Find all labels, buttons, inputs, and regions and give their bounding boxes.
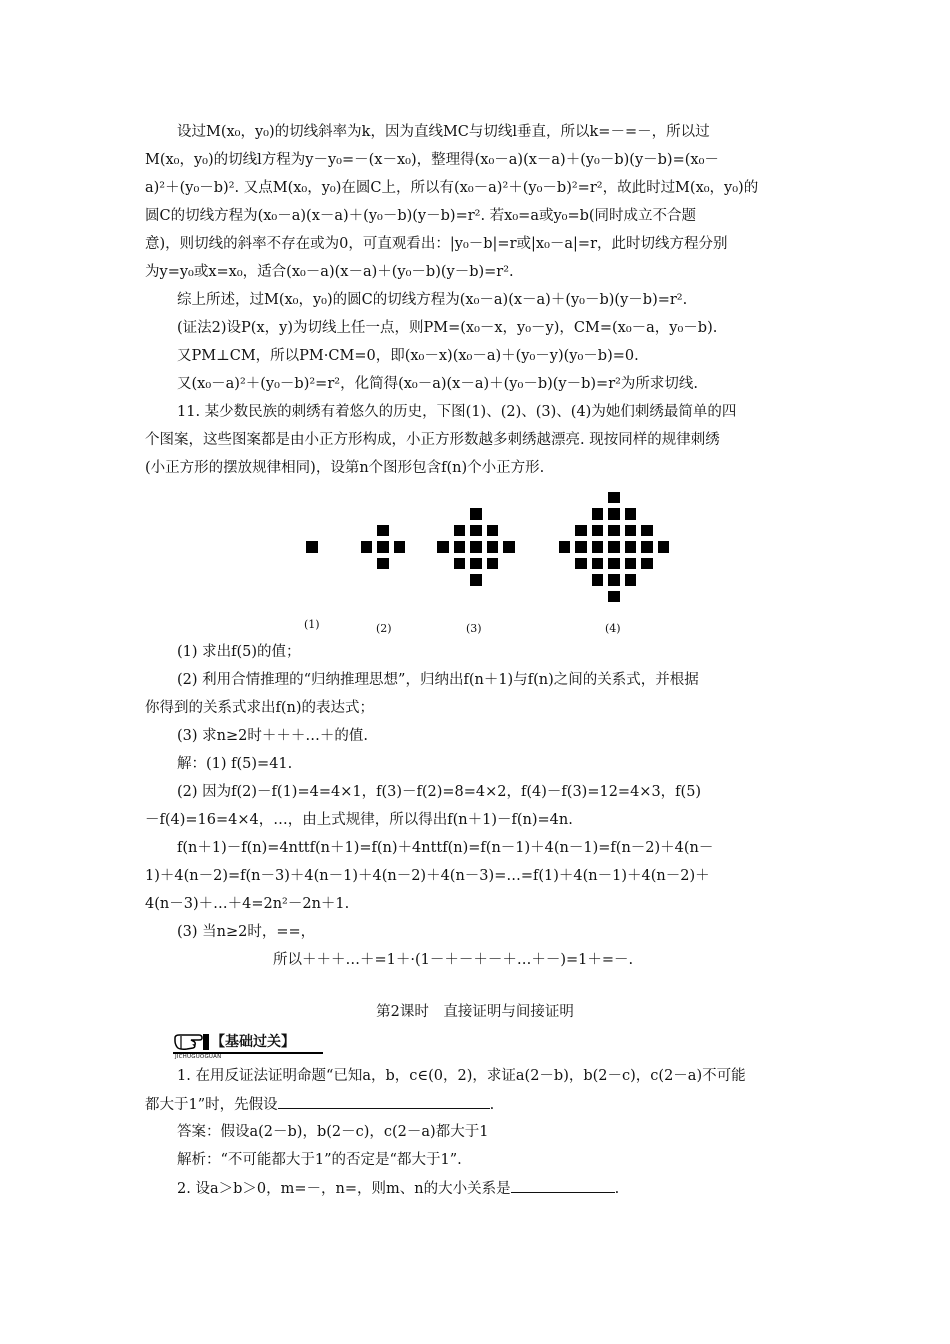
text-line xyxy=(145,1094,805,1115)
pattern-square xyxy=(608,492,620,504)
pattern-square xyxy=(608,508,620,520)
text-line: (1) 求出f(5)的值； xyxy=(177,644,301,660)
pattern-square xyxy=(470,508,482,520)
pattern-square xyxy=(454,541,466,553)
text-line: 你得到的关系式求出f(n)的表达式； xyxy=(145,700,375,716)
text-line: a)²＋(y₀－b)². 又点M(x₀，y₀)在圆C上，所以有(x₀－a)²＋(y₀－b)²=r²，故此时过M(x₀，y₀)的 xyxy=(145,180,759,196)
text-line: 综上所述，过M(x₀，y₀)的圆C的切线方程为(x₀－a)(x－a)＋(y₀－b)(y－b)=r². xyxy=(177,292,688,308)
text-line: (2) 利用合情推理的“归纳推理思想”，归纳出f(n＋1)与f(n)之间的关系式，并根据 xyxy=(177,672,699,688)
pattern-square xyxy=(658,541,670,553)
answer-text: 答案：假设a(2－b)，b(2－c)，c(2－a)都大于1 xyxy=(177,1124,489,1140)
pattern-square xyxy=(592,525,604,537)
figure-caption: (3) xyxy=(466,622,482,635)
pattern-square xyxy=(608,574,620,586)
pattern-square xyxy=(377,558,389,570)
pattern-square xyxy=(592,574,604,586)
pattern-square xyxy=(625,558,637,570)
explanation-text: 解析：“不可能都大于1”的否定是“都大于1”. xyxy=(177,1152,462,1168)
pattern-square xyxy=(608,591,620,603)
pattern-square xyxy=(625,525,637,537)
pattern-square xyxy=(487,558,499,570)
pattern-square xyxy=(470,558,482,570)
pattern-square xyxy=(454,558,466,570)
pattern-square xyxy=(641,558,653,570)
text-line: 所以＋＋＋…＋=1＋·(1－＋－＋－＋…＋－)=1＋=－. xyxy=(273,952,634,968)
text-line: (2) 因为f(2)－f(1)=4=4×1，f(3)－f(2)=8=4×2，f(4)－f(3)=12=4×3，f(5) xyxy=(177,784,702,800)
pattern-square xyxy=(470,574,482,586)
pattern-square xyxy=(503,541,515,553)
text-line: 圆C的切线方程为(x₀－a)(x－a)＋(y₀－b)(y－b)=r². 若x₀=a或y₀=b(同时成立不合题 xyxy=(145,208,697,224)
text-line: 设过M(x₀，y₀)的切线斜率为k，因为直线MC与切线l垂直，所以k=－=－，所以过 xyxy=(177,124,710,140)
question-11-text: 11. 某少数民族的刺绣有着悠久的历史，下图(1)、(2)、(3)、(4)为她们刺绣最简单的四 xyxy=(177,404,737,420)
pattern-square xyxy=(608,541,620,553)
figure-caption: (1) xyxy=(304,618,320,631)
pattern-square xyxy=(641,525,653,537)
text-line: 又(x₀－a)²＋(y₀－b)²=r²，化简得(x₀－a)(x－a)＋(y₀－b)(y－b)=r²为所求切线. xyxy=(177,376,699,392)
question-1-continuation: 都大于1”时，先假设 xyxy=(145,1097,278,1113)
text-line: (3) 求n≥2时＋＋＋…＋的值. xyxy=(177,728,368,744)
pattern-square xyxy=(361,541,373,553)
section-badge xyxy=(173,1032,323,1060)
pattern-square xyxy=(625,541,637,553)
pattern-square xyxy=(306,541,318,553)
pattern-square xyxy=(575,525,587,537)
text-period: . xyxy=(614,1181,620,1197)
pattern-square xyxy=(575,558,587,570)
text-line: (证法2)设P(x，y)为切线上任一点，则PM=(x₀－x，y₀－y)，CM=(x₀－a，y₀－b). xyxy=(177,320,718,336)
answer-blank xyxy=(511,1178,615,1193)
text-line: 解：(1) f(5)=41. xyxy=(177,756,293,772)
pattern-square xyxy=(470,541,482,553)
pattern-square xyxy=(437,541,449,553)
pattern-square xyxy=(625,574,637,586)
pattern-square xyxy=(377,541,389,553)
question-2-text: 2. 设a＞b＞0，m=－，n=，则m、n的大小关系是 xyxy=(177,1181,511,1197)
pointing-hand-icon xyxy=(173,1032,211,1052)
pattern-square xyxy=(592,558,604,570)
text-line: (小正方形的摆放规律相同)，设第n个图形包含f(n)个小正方形. xyxy=(145,460,545,476)
pattern-square xyxy=(592,541,604,553)
pattern-square xyxy=(377,525,389,537)
pattern-square xyxy=(608,558,620,570)
pattern-square xyxy=(575,541,587,553)
text-line: 为y=y₀或x=x₀，适合(x₀－a)(x－a)＋(y₀－b)(y－b)=r². xyxy=(145,264,514,280)
figure-caption: (4) xyxy=(605,622,621,635)
text-line: 个图案，这些图案都是由小正方形构成，小正方形数越多刺绣越漂亮. 现按同样的规律刺绣 xyxy=(145,432,720,448)
answer-blank xyxy=(278,1094,490,1109)
text-line: 意)，则切线的斜率不存在或为0，可直观看出：|y₀－b|=r或|x₀－a|=r，此时切线方程分别 xyxy=(145,236,728,252)
pattern-square xyxy=(625,508,637,520)
text-line: 又PM⊥CM，所以PM·CM=0，即(x₀－x)(x₀－a)＋(y₀－y)(y₀－b)=0. xyxy=(177,348,639,364)
pattern-square xyxy=(487,525,499,537)
pattern-square xyxy=(394,541,406,553)
section-title: 第2课时 直接证明与间接证明 xyxy=(376,1004,574,1020)
pattern-square xyxy=(487,541,499,553)
pattern-square xyxy=(454,525,466,537)
pattern-square xyxy=(641,541,653,553)
text-line: M(x₀，y₀)的切线l方程为y－y₀=－(x－x₀)，整理得(x₀－a)(x－a)＋(y₀－b)(y－b)=(x₀－ xyxy=(145,152,719,168)
text-line: 1)＋4(n－2)=f(n－3)＋4(n－1)＋4(n－2)＋4(n－3)=…=f(1)＋4(n－1)＋4(n－2)＋ xyxy=(145,868,710,884)
pattern-square xyxy=(559,541,571,553)
pattern-square xyxy=(608,525,620,537)
text-line xyxy=(177,1178,805,1199)
text-line: f(n＋1)－f(n)=4nttf(n＋1)=f(n)＋4nttf(n)=f(n－1)＋4(n－1)=f(n－2)＋4(n－ xyxy=(177,840,714,856)
badge-label: 【基础过关】 xyxy=(211,1034,295,1050)
text-period: . xyxy=(489,1097,495,1113)
text-line: 4(n－3)＋…＋4=2n²－2n＋1. xyxy=(145,896,350,912)
figure-caption: (2) xyxy=(376,622,392,635)
pattern-square xyxy=(470,525,482,537)
badge-pinyin: JICHUGUOGUAN xyxy=(175,1054,222,1060)
text-line: (3) 当n≥2时，==， xyxy=(177,924,316,940)
pattern-square xyxy=(592,508,604,520)
question-1-text: 1. 在用反证法证明命题“已知a，b，c∈(0，2)，求证a(2－b)，b(2－c)，c(2－a)不可能 xyxy=(177,1068,746,1084)
embroidery-pattern-figure xyxy=(290,478,690,640)
text-line: －f(4)=16=4×4，…，由上式规律，所以得出f(n＋1)－f(n)=4n. xyxy=(145,812,573,828)
